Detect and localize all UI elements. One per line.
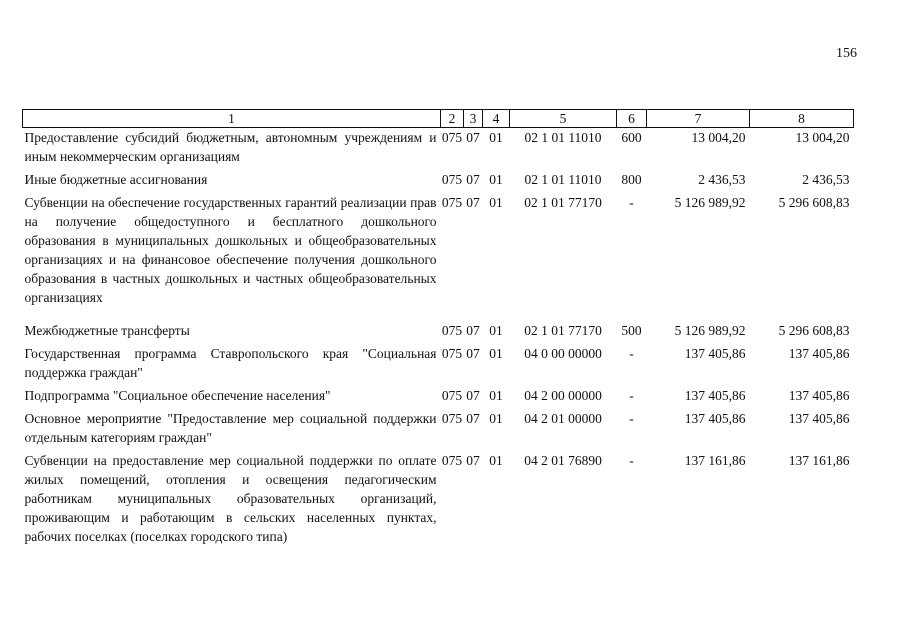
row-col-3: 07: [466, 172, 480, 187]
header-col-2: 2: [441, 110, 464, 128]
row-col-2: 075: [441, 130, 463, 145]
row-type: 800: [621, 172, 642, 187]
row-col-3: 07: [466, 195, 480, 210]
row-col-2: 075: [441, 388, 463, 403]
table-row: [23, 170, 854, 193]
row-col-4: 01: [489, 453, 503, 468]
row-value-8: 2 436,53: [802, 172, 850, 187]
row-col-4: 01: [489, 172, 503, 187]
table-header: [23, 110, 854, 128]
row-code: 04 0 00 00000: [524, 346, 602, 361]
row-code: 04 2 01 76890: [524, 453, 602, 468]
header-col-7: 7: [647, 110, 750, 128]
table-row: [23, 321, 854, 344]
row-name: Межбюджетные трансферты: [24, 323, 190, 338]
row-value-8: 13 004,20: [795, 130, 850, 145]
row-col-2: 075: [441, 346, 463, 361]
row-type: -: [629, 195, 634, 210]
row-value-8: 137 161,86: [788, 453, 850, 468]
row-code: 02 1 01 11010: [524, 130, 602, 145]
row-name: Субвенции на обеспечение государственных гарантий реализации прав на получение общедоступного и бесплатного дошкольного образования в муниципальных дошкольных и общеобразовательных организациях и на финансовое обеспечение получения дошкольного образования в частных дошкольных и частных общеобразовательных организациях: [24, 195, 437, 305]
row-value-8: 137 405,86: [788, 411, 850, 426]
row-value-8: 137 405,86: [788, 388, 850, 403]
row-value-7: 5 126 989,92: [674, 323, 746, 338]
row-name: Основное мероприятие "Предоставление мер социальной поддержки отдельным категориям граждан": [24, 411, 437, 445]
table-row: [23, 193, 854, 321]
row-code: 02 1 01 77170: [524, 195, 602, 210]
row-col-3: 07: [466, 130, 480, 145]
row-type: -: [629, 388, 634, 403]
row-value-8: 137 405,86: [788, 346, 850, 361]
row-col-4: 01: [489, 130, 503, 145]
header-col-1: 1: [23, 110, 441, 128]
row-col-4: 01: [489, 388, 503, 403]
row-value-8: 5 296 608,83: [778, 195, 850, 210]
header-col-8: 8: [750, 110, 854, 128]
row-name: Иные бюджетные ассигнования: [24, 172, 208, 187]
row-col-4: 01: [489, 346, 503, 361]
page-number: 156: [836, 46, 857, 61]
row-col-3: 07: [466, 323, 480, 338]
table-row: [23, 451, 854, 550]
row-name: Государственная программа Ставропольского края "Социальная поддержка граждан": [24, 346, 437, 380]
row-type: 600: [621, 130, 642, 145]
table-row: [23, 344, 854, 386]
row-code: 04 2 00 00000: [524, 388, 602, 403]
row-col-2: 075: [441, 323, 463, 338]
row-col-3: 07: [466, 411, 480, 426]
row-col-2: 075: [441, 453, 463, 468]
row-type: -: [629, 411, 634, 426]
row-col-4: 01: [489, 411, 503, 426]
row-value-8: 5 296 608,83: [778, 323, 850, 338]
row-value-7: 137 405,86: [684, 346, 746, 361]
row-type: -: [629, 453, 634, 468]
budget-table: [22, 109, 854, 550]
row-value-7: 137 405,86: [684, 388, 746, 403]
row-name: Субвенции на предоставление мер социальной поддержки по оплате жилых помещений, отопления и освещения педагогическим работникам муниципальных образовательных организаций, проживающим и работающим в сельских населенных пунктах, рабочих поселках (поселках городского типа): [24, 453, 437, 544]
row-col-4: 01: [489, 323, 503, 338]
table-row: [23, 386, 854, 409]
row-type: 500: [621, 323, 642, 338]
header-col-3: 3: [464, 110, 483, 128]
row-col-2: 075: [441, 195, 463, 210]
row-value-7: 2 436,53: [698, 172, 746, 187]
row-value-7: 137 161,86: [684, 453, 746, 468]
row-value-7: 137 405,86: [684, 411, 746, 426]
row-col-2: 075: [441, 172, 463, 187]
row-col-3: 07: [466, 388, 480, 403]
row-col-4: 01: [489, 195, 503, 210]
table-row: [23, 128, 854, 171]
row-code: 02 1 01 11010: [524, 172, 602, 187]
row-col-3: 07: [466, 346, 480, 361]
row-value-7: 13 004,20: [691, 130, 746, 145]
row-col-3: 07: [466, 453, 480, 468]
row-name: Подпрограмма "Социальное обеспечение населения": [24, 388, 331, 403]
row-code: 04 2 01 00000: [524, 411, 602, 426]
row-code: 02 1 01 77170: [524, 323, 602, 338]
row-col-2: 075: [441, 411, 463, 426]
header-col-5: 5: [510, 110, 617, 128]
row-type: -: [629, 346, 634, 361]
header-col-4: 4: [483, 110, 510, 128]
row-name: Предоставление субсидий бюджетным, автономным учреждениям и иным некоммерческим организациям: [24, 130, 437, 164]
row-value-7: 5 126 989,92: [674, 195, 746, 210]
table-row: [23, 409, 854, 451]
header-col-6: 6: [617, 110, 647, 128]
